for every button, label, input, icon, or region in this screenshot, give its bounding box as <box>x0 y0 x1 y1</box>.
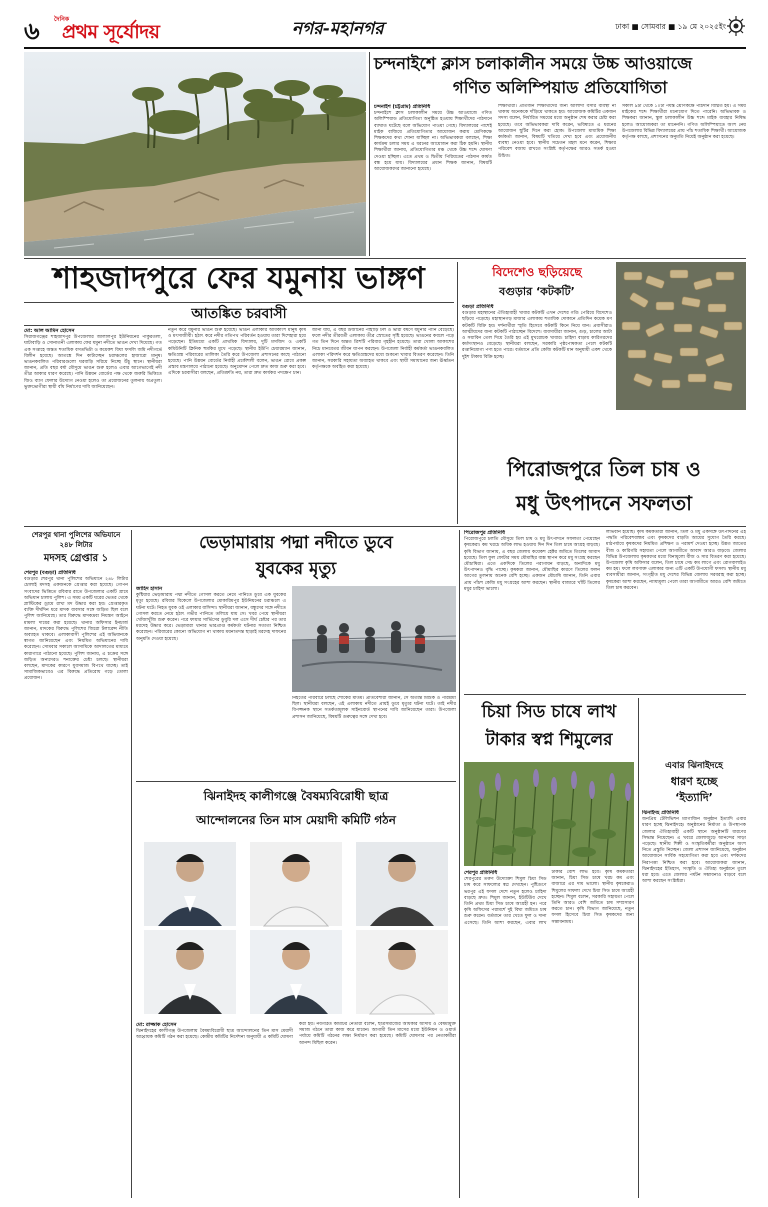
shahjadpur-headline: শাহজাদপুরে ফের যমুনায় ভাঙ্গণ <box>53 261 425 296</box>
sherpur-kicker: শেরপুর থানা পুলিশের অভিযানে ২৪৮ লিটার <box>31 531 121 549</box>
sherpur-body: বগুড়ার শেরপুর থানা পুলিশের অভিযানে ২৪৮ লিটার চোলাই মদসহ একজনকে গ্রেপ্তার করা হয়েছে। গোপন সংবাদের ভিত্তিতে রবিবার রাতে উপজেলার একটি গ্রামে অভিযান চালায় পুলিশ। এ সময় একটি ঘরের ভেতর থেকে প্লাস্টিকের ড্রামে রাখা মদ উদ্ধার করা হয়। গ্রেপ্তারকৃত ব্যক্তি দীর্ঘদিন ধরে মাদক ব্যবসার সঙ্গে জড়িত ছিল বলে পুলিশ জানিয়েছে। তার বিরুদ্ধে মাদকদ্রব্য নিয়ন্ত্রণ আইনে মামলা দায়ের করা হয়েছে। থানার অফিসার ইনচার্জ জানান, মাদকের বিরুদ্ধে পুলিশের জিরো টলারেন্স নীতি অব্যাহত থাকবে। এলাকাবাসী পুলিশের এই অভিযানকে স্বাগত জানিয়েছেন এবং নিয়মিত অভিযানের দাবি করেছেন। সোমবার সকালে আসামিকে আদালতের মাধ্যমে কারাগারে পাঠানো হয়েছে। পুলিশ জানায়, এ চক্রের সঙ্গে জড়িত অন্যদেরও শনাক্তের চেষ্টা চলছে। স্থানীয়রা বলছেন, মাদকের কারণে যুবসমাজ বিপথে যাচ্ছে। তাই সামাজিকভাবেও এর বিরুদ্ধে প্রতিরোধ গড়ে তোলা প্রয়োজন। <box>24 577 128 682</box>
katkati-byline: বগুড়া প্রতিনিধি <box>462 304 494 310</box>
ittadi-byline: ঝিনাইদহ প্রতিনিধি <box>642 810 679 816</box>
bheramara-byline: জাহিদ হাসান <box>136 586 163 592</box>
chiaseed-headline-1: চিয়া সিড চাষে লাখ <box>481 702 617 722</box>
pirojpur-headline: পিরোজপুরে তিল চাষ ও <box>507 457 701 481</box>
katkati-headline: বগুড়ার ‘কটকটি’ <box>499 285 575 298</box>
shahjadpur-col-1 <box>24 328 162 524</box>
jhenaidah-headline-box <box>136 784 456 834</box>
chandanaish-byline: চন্দনাইশ (চট্টগ্রাম) প্রতিনিধি <box>374 104 431 110</box>
sherpur-byline: শেরপুর (বগুড়া) প্রতিনিধি <box>24 570 76 576</box>
chiaseed-headline-box <box>464 698 634 758</box>
ittadi-headline-1: ধারণ হচ্ছে <box>670 775 718 788</box>
chandanaish-headline-1: চন্দনাইশে ক্লাস চলাকালীন সময়ে উচ্চ আওয়াজে <box>374 54 693 73</box>
sherpur-headline: মদসহ গ্রেপ্তার ১ <box>43 553 109 564</box>
katkati-kicker: বিদেশেও ছড়িয়েছে <box>492 265 582 279</box>
committee-photos <box>136 838 456 1018</box>
katkati-body: বগুড়ার মহাস্থানের ঐতিহ্যবাহী খাবার কটকটি এখন দেশের গণ্ডি পেরিয়ে বিদেশেও ছড়িয়ে পড়েছে। মহাস্থানগড় মাজার এলাকায় শতাধিক দোকানে প্রতিদিন কয়েক মণ কটকটি বিক্রি হয়। দর্শনার্থীরা স্মৃতি হিসেবে কটকটি কিনে নিয়ে যান। প্রবাসীরাও আত্মীয়দের জন্য কটকটি পাঠাচ্ছেন বিদেশে। ব্যবসায়ীরা জানান, গুড়, চালের আটা ও সয়াবিন তেল দিয়ে তৈরি হয় এই মুখরোচক খাবার। চাহিদা বাড়ায় কারিগরদের কর্মসংস্থানও বেড়েছে। স্থানীয়রা বলছেন, সরকারি পৃষ্ঠপোষকতা পেলে কটকটি রপ্তানিযোগ্য পণ্য হতে পারে। বর্তমানে প্রতি কেজি কটকটি মান অনুযায়ী একশ থেকে দুইশ টাকায় বিক্রি হচ্ছে। <box>462 311 612 360</box>
chiaseed-body: শেরপুরের তরুণ উদ্যোক্তা শিমুল চিয়া সিড চাষ করে সাফল্যের স্বপ্ন দেখছেন। পুষ্টিগুণে ভরপুর এই ফসল দেশে নতুন হলেও চাহিদা বাড়ছে দ্রুত। শিমুল জানান, ইউটিউব দেখে তিনি প্রথম চিয়া সিড চাষে আগ্রহী হন। পরে কৃষি অফিসের পরামর্শে দুই বিঘা জমিতে চাষ শুরু করেন। বর্তমানে তার খেতে ফুল ও দানা এসেছে। তিনি আশা করছেন, এবার লাখ টাকার বেশি লাভ হবে। কৃষি কর্মকর্তারা জানান, চিয়া সিড চাষে খরচ কম এবং বাজারে এর দাম ভালো। স্থানীয় কৃষকেরাও শিমুলের সাফল্য দেখে চিয়া সিড চাষে আগ্রহী হচ্ছেন। শিমুল বলেন, সরকারি সহায়তা পেলে তিনি আরও বেশি জমিতে চাষ সম্প্রসারণ করতে চান। কৃষি বিভাগ জানিয়েছে, নতুন ফসল হিসেবে চিয়া সিড কৃষকদের জন্য সম্ভাবনাময়। <box>464 870 634 926</box>
section-title: নগর-মহানগর <box>292 19 384 39</box>
bheramara-headline-1: ভেড়ামারায় পদ্মা নদীতে ডুবে <box>199 533 393 553</box>
pirojpur-col-2: লাভবান হয়েছি। কৃষি কর্মকর্তারা জানান, তিল ও মধু একসঙ্গে উৎপাদনের এই পদ্ধতি পরিবেশবান্ধব এবং কৃষকদের বাড়তি আয়ের সুযোগ তৈরি করছে। মাঠপর্যায়ে কৃষকদের নিয়মিত প্রশিক্ষণ ও পরামর্শ দেওয়া হচ্ছে। উন্নত জাতের বীজ ও কারিগরি সহায়তা পেলে আগামীতে আবাদ আরও বাড়বে। জেলার বিভিন্ন উপজেলায় কৃষকদের মধ্যে বিনামূল্যে বীজ ও সার বিতরণ করা হয়েছে। উপজেলা কৃষি অফিসার বলেন, তিল চাষে সেচ কম লাগে এবং রোগবালাইও কম হয়। ফলে লবণাক্ত এলাকার জন্য এটি একটি উপযোগী ফসল। স্থানীয় মধু ব্যবসায়ীরা জানান, সংগৃহীত মধু দেশের বিভিন্ন জেলায় সরবরাহ করা হচ্ছে। কৃষকেরা আশা করছেন, ন্যায্যমূল্য পেলে তারা আগামীতে আরও বেশি জমিতে তিল চাষ করবেন। <box>606 530 746 591</box>
jhenaidah-headline-1: ঝিনাইদহ কালীগঞ্জে বৈষম্যবিরোধী ছাত্র <box>203 789 389 803</box>
logo-text: প্রথম সূর্যোদয় <box>62 21 160 43</box>
section-rule <box>136 781 456 782</box>
bheramara-headline-2: যুবকের মৃত্যু <box>255 559 337 579</box>
masthead-rule <box>24 47 746 49</box>
ittadi-headline-2: ‘ইত্যাদি’ <box>675 791 713 804</box>
bheramara-body-1: কুষ্টিয়ার ভেড়ামারায় পদ্মা নদীতে গোসল করতে নেমে পানিতে ডুবে এক যুবকের মৃত্যু হয়েছে। রবিবার বিকেলে উপজেলার মোকারিমপুর ইউনিয়নের চরাঞ্চলে এ ঘটনা ঘটে। নিহত যুবক ওই এলাকার বাসিন্দা। স্থানীয়রা জানান, বন্ধুদের সঙ্গে নদীতে গোসল করতে নেমে হঠাৎ গভীর পানিতে তলিয়ে যায় সে। খবর পেয়ে স্থানীয়রা খোঁজাখুঁজি শুরু করেন। পরে ফায়ার সার্ভিসের ডুবুরি দল এসে দীর্ঘ চেষ্টার পর তার মরদেহ উদ্ধার করে। ভেড়ামারা থানার ভারপ্রাপ্ত কর্মকর্তা ঘটনার সত্যতা নিশ্চিত করেছেন। পরিবারের কোনো অভিযোগ না থাকায় ময়নাতদন্ত ছাড়াই মরদেহ দাফনের অনুমতি দেওয়া হয়েছে। <box>136 593 286 642</box>
pirojpur-body-1: পিরোজপুরে চলতি মৌসুমে তিল চাষ ও মধু উৎপাদনে সফলতা পেয়েছেন কৃষকেরা। কম খরচে অধিক লাভ হওয়ায় দিন দিন তিল চাষে আগ্রহ বাড়ছে। কৃষি বিভাগ জানায়, এ বছর জেলায় কয়েকশ হেক্টর জমিতে তিলের আবাদ হয়েছে। তিল ফুল ফোটার সময় মৌমাছির বাক্স স্থাপন করে মধু সংগ্রহ করছেন মৌচাষিরা। এতে একদিকে তিলের পরাগায়ন বাড়ছে, অন্যদিকে মধু উৎপাদনও বৃদ্ধি পাচ্ছে। কৃষকরা জানান, মৌমাছির কারণে তিলের ফলন আগের তুলনায় অনেক বেশি হচ্ছে। একজন মৌচাষি জানান, তিনি এবার প্রায় পাঁচশ কেজি মধু সংগ্রহের আশা করছেন। স্থানীয় বাজারে খাঁটি তিলের মধুর চাহিদা ভালো। <box>464 537 600 592</box>
masthead <box>24 10 746 46</box>
river-erosion-photo <box>24 52 366 256</box>
katkati-photo <box>616 262 746 410</box>
chandanaish-col-1 <box>374 104 492 254</box>
jhenaidah-body: ঝিনাইদহের কালীগঞ্জ উপজেলায় বৈষম্যবিরোধী ছাত্র আন্দোলনের তিন মাস মেয়াদী আহ্বায়ক কমিটি গঠন করা হয়েছে। কেন্দ্রীয় কমিটির নির্দেশনা অনুযায়ী এ কমিটি ঘোষণা করা হয়। নবগঠিত কমিটির নেতারা বলেন, ছাত্রসমাজের অধিকার আদায় ও বৈষম্যমুক্ত সমাজ গঠনে তারা কাজ করে যাবেন। আগামী তিন মাসের মধ্যে ইউনিয়ন ও ওয়ার্ড পর্যায়ে কমিটি গঠনের লক্ষ্য নির্ধারণ করা হয়েছে। কমিটি ঘোষণার পর নেতাকর্মীরা আনন্দ মিছিল করেন। <box>136 1022 456 1046</box>
ittadi-kicker: এবার ঝিনাইদহে <box>665 761 723 771</box>
shahjadpur-subhead: আতঙ্কিত চরবাসী <box>191 306 287 322</box>
bheramara-col-2: নিহতের পরিবারে চলছে শোকের মাতম। প্রতিবেশীরা জানান, সে অত্যন্ত মিশুক ও পরিশ্রমী ছিল। স্থানীয়রা বলছেন, এই এলাকায় নদীতে প্রায়ই ডুবে মৃত্যুর ঘটনা ঘটে। তাই নদীর বিপজ্জনক স্থানে সতর্কতামূলক সাইনবোর্ড স্থাপনের দাবি জানিয়েছেন তারা। উপজেলা প্রশাসন জানিয়েছে, বিষয়টি গুরুত্বের সঙ্গে দেখা হবে। <box>292 696 456 720</box>
jhenaidah-headline-2: আন্দোলনের তিন মাস মেয়াদী কমিটি গঠন <box>196 813 396 827</box>
chandanaish-col-2: শিক্ষার্থীরা। প্রতিজন শিক্ষার্থীদের জন্য আলাদা বসার ব্যবস্থা না থাকায় অনেককে দাঁড়িয়ে থাকতে হয়। আয়োজক কমিটির একজন সদস্য বলেন, নির্ধারিত সময়ের মধ্যে অনুষ্ঠান শেষ করার চেষ্টা করা হয়েছে। তবে অভিভাবকরা দাবি করেন, ভবিষ্যতে এ ধরনের আয়োজন ছুটির দিনে করা হোক। উপজেলা মাধ্যমিক শিক্ষা কর্মকর্তা জানান, বিষয়টি খতিয়ে দেখা হবে এবং প্রয়োজনীয় ব্যবস্থা নেওয়া হবে। স্থানীয় সচেতন মহল মনে করেন, শিক্ষার পরিবেশ বজায় রাখতে সংশ্লিষ্ট কর্তৃপক্ষের আরও সতর্ক হওয়া উচিত। <box>498 104 616 159</box>
chandanaish-col-3: সকাল ৯টা থেকে ১০টা পর্যন্ত শ্রেণিকক্ষে পাঠদান বিঘ্নিত হয়। এ সময় মাইকের শব্দে শিক্ষার্থীরা মনোযোগ দিতে পারেনি। অভিভাবক ও শিক্ষকরা জানান, স্কুল চলাকালীন উচ্চ শব্দে মাইক ব্যবহার নিষিদ্ধ হলেও আয়োজকরা তা মানেননি। গণিত অলিম্পিয়াডে অংশ নেয় উপজেলার বিভিন্ন বিদ্যালয়ের প্রায় পাঁচ শতাধিক শিক্ষার্থী। আয়োজক কর্তৃপক্ষ বলছে, প্রশাসনের অনুমতি নিয়েই অনুষ্ঠান করা হয়েছে। <box>622 104 746 141</box>
logo-small: দৈনিক <box>54 16 70 23</box>
shahjadpur-subhead-box <box>24 302 454 326</box>
chandanaish-body-1: চন্দনাইশে ক্লাস চলাকালীন সময়ে উচ্চ আওয়াজে গণিত অলিম্পিয়াড প্রতিযোগিতা অনুষ্ঠিত হওয়ায় শিক্ষার্থীদের পাঠদানে ব্যাঘাত ঘটেছে বলে অভিযোগ পাওয়া গেছে। বিদ্যালয়ের পাশেই মাইক বাজিয়ে প্রতিযোগিতার আয়োজন করায় শ্রেণিকক্ষে শিক্ষকদের কথা শোনা যাচ্ছিল না। অভিভাবকরা বলছেন, শিক্ষা কার্যক্রম চলার সময় এ ধরনের আয়োজন করা ঠিক হয়নি। স্থানীয় শিক্ষার্থীরা জানায়, প্রতিযোগিতার মঞ্চ থেকে উচ্চ শব্দে ঘোষণা দেওয়া হচ্ছিল। এতে প্রথম ও দ্বিতীয় পিরিয়ডের পাঠদান কার্যত বন্ধ হয়ে যায়। বিদ্যালয়ের প্রধান শিক্ষক জানান, বিষয়টি আয়োজকদের জানানো হয়েছে। <box>374 111 492 173</box>
section-rule <box>24 526 746 527</box>
chiaseed-photo <box>464 762 634 866</box>
column-rule <box>457 262 458 524</box>
page-number: ৬ <box>24 16 40 45</box>
pirojpur-headline-2: মধু উৎপাদনে সফলতা <box>516 491 692 515</box>
section-rule <box>464 694 746 695</box>
jhenaidah-byline: মো: রাজ্জাক হোসেন <box>136 1022 177 1028</box>
bheramara-photo <box>292 586 456 692</box>
chiaseed-byline: শেরপুর প্রতিনিধি <box>464 870 498 876</box>
bheramara-headline-box <box>136 530 456 582</box>
jhenaidah-col <box>136 1022 456 1198</box>
ittadi-body: জনপ্রিয় টেলিভিশন ম্যাগাজিন অনুষ্ঠান ইত্যাদি এবার ধারণ হচ্ছে ঝিনাইদহে। অনুষ্ঠানের নির্মাতা ও উপস্থাপক জেলার ঐতিহ্যবাহী একটি স্থানে অনুষ্ঠানটি ধারণের সিদ্ধান্ত নিয়েছেন। এ খবরে জেলাজুড়ে আনন্দের সাড়া পড়েছে। স্থানীয় শিল্পী ও সংস্কৃতিকর্মীরা অনুষ্ঠানে অংশ নিতে প্রস্তুতি নিচ্ছেন। জেলা প্রশাসন জানিয়েছে, অনুষ্ঠান আয়োজনে সার্বিক সহযোগিতা করা হবে এবং দর্শকদের নিরাপত্তা নিশ্চিত করা হবে। আয়োজকরা জানান, ঝিনাইদহের ইতিহাস, সংস্কৃতি ও ঐতিহ্য অনুষ্ঠানে তুলে ধরা হবে। এতে জেলার পর্যটন সম্ভাবনাও বাড়বে বলে আশা করছেন সংশ্লিষ্টরা। <box>642 817 746 885</box>
bheramara-col-1 <box>136 586 286 778</box>
column-rule <box>638 698 639 1198</box>
chandanaish-headline-2: গণিত অলিম্পিয়াড প্রতিযোগিতা <box>452 78 668 97</box>
shahjadpur-col-3: জানা যায়, এ বছর উজানের পাহাড়ি ঢল ও ভারী বর্ষণে যমুনার পানি বেড়েছে। ফলে নদীর তীরবর্তী এলাকায় তীব্র স্রোতের সৃষ্টি হয়েছে। ভাঙনের কবলে পড়ে গত তিন দিনে অন্তত ত্রিশটি পরিবার গৃহহীন হয়েছে। তারা খোলা আকাশের নিচে মানবেতর জীবন যাপন করছেন। উপজেলা নির্বাহী কর্মকর্তা ভাঙনকবলিত এলাকা পরিদর্শন করে ক্ষতিগ্রস্তদের মধ্যে শুকনো খাবার বিতরণ করেছেন। তিনি জানান, সরকারি সহায়তা অব্যাহত থাকবে এবং স্থায়ী সমাধানের জন্য ঊর্ধ্বতন কর্তৃপক্ষকে অবহিত করা হয়েছে। <box>312 328 454 371</box>
column-rule <box>459 530 460 1198</box>
chiaseed-col <box>464 870 634 1198</box>
pirojpur-col-1 <box>464 530 600 690</box>
logo <box>54 14 244 42</box>
dateline: ঢাকা ■ সোমবার ■ ১৯ মে ২০২৫ইং <box>615 22 726 31</box>
column-rule <box>131 530 132 1198</box>
katkati-kicker-box <box>462 262 612 284</box>
shahjadpur-byline: মো: আল আমিন হোসেন <box>24 328 75 334</box>
pirojpur-byline: পিরোজপুর প্রতিনিধি <box>464 530 505 536</box>
chiaseed-headline-2: টাকার স্বপ্ন শিমুলের <box>485 730 613 750</box>
ittadi-col <box>642 810 746 1198</box>
column-rule <box>369 52 370 256</box>
shahjadpur-body-1: সিরাজগঞ্জের শাহজাদপুর উপজেলার জালালপুর ইউনিয়নের পাকুরতলা, ঘাটাবাড়ি ও সোনাতনী এলাকায় ফের যমুনা নদীতে ভাঙন দেখা দিয়েছে। গত এক সপ্তাহে অন্তত শতাধিক বসতভিটা ও কয়েকশ বিঘা ফসলি জমি নদীগর্ভে বিলীন হয়েছে। আতঙ্কে দিন কাটাচ্ছেন চরাঞ্চলের হাজারো মানুষ। ভাঙনকবলিত পরিবারগুলো ঘরবাড়ি সরিয়ে নিচ্ছে উঁচু স্থানে। স্থানীয়রা জানান, প্রতি বছর বর্ষা মৌসুমে ভাঙন শুরু হলেও এবার আগেভাগেই নদী তীব্র আকার ধারণ করেছে। পানি উন্নয়ন বোর্ডের পক্ষ থেকে জরুরি ভিত্তিতে জিও ব্যাগ ফেলার উদ্যোগ নেওয়া হলেও তা প্রয়োজনের তুলনায় অপ্রতুল। ভুক্তভোগীরা স্থায়ী বাঁধ নির্মাণের দাবি জানিয়েছেন। <box>24 335 162 390</box>
sherpur-col <box>24 570 128 1198</box>
pirojpur-header <box>462 452 746 524</box>
shahjadpur-col-2: নতুন করে যমুনার ভাঙন শুরু হয়েছে। ভাঙন এলাকার অধিকাংশ মানুষ কৃষি ও মৎস্যজীবী। হঠাৎ করে নদীর গতিপথ পরিবর্তন হওয়ায় তারা দিশেহারা হয়ে পড়েছেন। ইতিমধ্যে একটি প্রাথমিক বিদ্যালয়, দুটি মসজিদ ও একটি কমিউনিটি ক্লিনিক হুমকির মুখে পড়েছে। স্থানীয় ইউপি চেয়ারম্যান জানান, ক্ষতিগ্রস্ত পরিবারের তালিকা তৈরি করে উপজেলা প্রশাসনের কাছে পাঠানো হয়েছে। পানি উন্নয়ন বোর্ডের নির্বাহী প্রকৌশলী বলেন, ভাঙন রোধে প্রকল্প প্রস্তাব মন্ত্রণালয়ে পাঠানো হয়েছে। অনুমোদন পেলে দ্রুত কাজ শুরু করা হবে। এদিকে চরবাসীরা বলছেন, প্রতিশ্রুতি নয়, তারা দ্রুত কার্যকর পদক্ষেপ চান। <box>168 328 306 377</box>
ornament-icon <box>726 14 746 38</box>
